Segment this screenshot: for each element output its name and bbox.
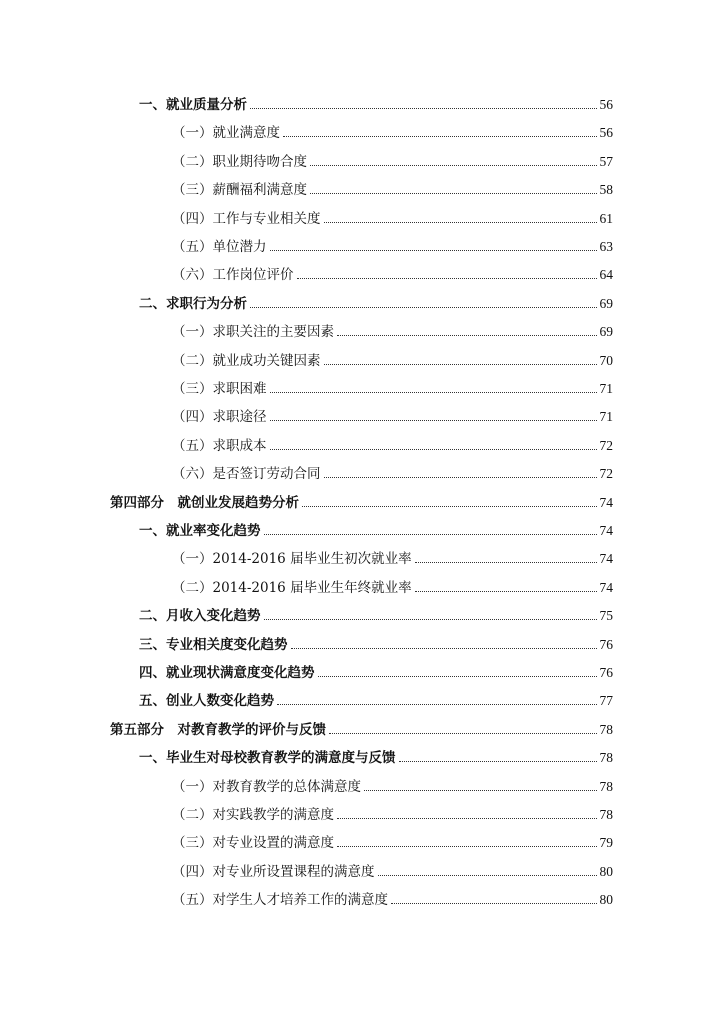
toc-dot-leader	[391, 903, 597, 904]
toc-entry[interactable]	[172, 117, 613, 141]
toc-entry-page-number: 74	[599, 494, 613, 510]
toc-entry-page-number: 63	[599, 239, 613, 254]
toc-entry[interactable]	[172, 259, 613, 283]
toc-entry-title: （四）工作与专业相关度	[172, 210, 321, 227]
toc-entry-page-number: 78	[599, 807, 613, 822]
toc-entry-page-number: 69	[599, 324, 613, 340]
toc-dot-leader	[291, 648, 597, 649]
toc-entry[interactable]	[139, 288, 613, 312]
toc-dot-leader	[250, 108, 597, 109]
toc-dot-leader	[415, 591, 597, 592]
toc-entry-page-number: 80	[599, 892, 613, 908]
toc-entry-page-number: 57	[599, 153, 613, 169]
toc-entry-title: 一、毕业生对母校教育教学的满意度与反馈	[139, 750, 396, 767]
toc-entry-page-number: 56	[599, 125, 613, 141]
toc-entry-title: （一）2014-2016 届毕业生初次就业率	[172, 551, 412, 568]
toc-entry-page-number: 80	[599, 863, 613, 879]
toc-entry-page-number: 70	[599, 352, 613, 368]
toc-entry[interactable]	[172, 316, 613, 340]
toc-entry[interactable]	[172, 799, 613, 823]
toc-entry-page-number: 71	[599, 381, 613, 396]
toc-entry-title: （一）就业满意度	[172, 125, 280, 142]
toc-dot-leader	[337, 335, 597, 336]
toc-entry-page-number: 61	[599, 210, 613, 226]
toc-entry-title: （六）是否签订劳动合同	[172, 466, 321, 483]
toc-entry[interactable]	[110, 714, 613, 738]
toc-entry-page-number: 78	[599, 750, 613, 766]
toc-dot-leader	[270, 420, 597, 421]
toc-dot-leader	[310, 165, 597, 166]
toc-dot-leader	[399, 761, 597, 762]
toc-dot-leader	[324, 477, 597, 478]
toc-dot-leader	[329, 733, 597, 734]
toc-entry-title: （三）求职困难	[172, 381, 267, 397]
toc-dot-leader	[270, 449, 597, 450]
toc-entry-title: 四、就业现状满意度变化趋势	[139, 665, 315, 681]
toc-entry-page-number: 74	[599, 579, 613, 595]
toc-dot-leader	[270, 392, 597, 393]
toc-dot-leader	[337, 846, 597, 847]
toc-entry-page-number: 78	[599, 721, 613, 737]
toc-entry-title: 五、创业人数变化趋势	[139, 693, 274, 710]
toc-entry[interactable]	[110, 487, 613, 511]
toc-entry[interactable]	[172, 203, 613, 227]
toc-entry[interactable]	[172, 856, 613, 880]
toc-dot-leader	[250, 307, 597, 308]
toc-entry-title: 二、求职行为分析	[139, 295, 247, 312]
toc-entry-title: （二）对实践教学的满意度	[172, 807, 334, 823]
toc-entry-page-number: 76	[599, 665, 613, 680]
toc-entry-title: 二、月收入变化趋势	[139, 608, 261, 625]
toc-entry[interactable]	[172, 373, 613, 397]
toc-entry-page-number: 76	[599, 636, 613, 652]
toc-entry[interactable]	[139, 742, 613, 766]
toc-entry-title: （五）对学生人才培养工作的满意度	[172, 892, 388, 909]
toc-entry[interactable]	[172, 771, 613, 795]
toc-entry-page-number: 69	[599, 295, 613, 311]
toc-dot-leader	[270, 250, 597, 251]
toc-entry[interactable]	[172, 543, 613, 567]
toc-entry[interactable]	[172, 345, 613, 369]
toc-entry-title: （六）工作岗位评价	[172, 267, 294, 284]
toc-dot-leader	[324, 364, 597, 365]
toc-dot-leader	[337, 818, 597, 819]
toc-entry-page-number: 75	[599, 608, 613, 624]
toc-entry-page-number: 71	[599, 409, 613, 425]
toc-dot-leader	[364, 790, 597, 791]
toc-entry-title: （五）求职成本	[172, 437, 267, 454]
toc-dot-leader	[264, 619, 597, 620]
toc-entry[interactable]	[172, 146, 613, 170]
toc-entry-title: （二）2014-2016 届毕业生年终就业率	[172, 579, 412, 596]
toc-dot-leader	[415, 562, 597, 563]
toc-entry-page-number: 74	[599, 551, 613, 567]
toc-entry-page-number: 79	[599, 835, 613, 851]
toc-entry[interactable]	[172, 572, 613, 596]
toc-entry-page-number: 72	[599, 437, 613, 453]
toc-dot-leader	[264, 534, 597, 535]
toc-entry-title: （五）单位潜力	[172, 239, 267, 255]
toc-entry-page-number: 64	[599, 267, 613, 283]
toc-dot-leader	[324, 222, 597, 223]
toc-entry[interactable]	[172, 827, 613, 851]
toc-entry-title: （二）职业期待吻合度	[172, 153, 307, 170]
toc-entry-title: （一）对教育教学的总体满意度	[172, 778, 361, 795]
toc-entry-page-number: 74	[599, 523, 613, 538]
toc-dot-leader	[318, 676, 597, 677]
toc-entry-title: 一、就业率变化趋势	[139, 523, 261, 539]
toc-entry-page-number: 77	[599, 693, 613, 709]
toc-dot-leader	[283, 136, 597, 137]
toc-entry[interactable]	[139, 600, 613, 624]
toc-entry-page-number: 58	[599, 182, 613, 198]
toc-entry[interactable]	[139, 657, 613, 681]
toc-entry[interactable]	[172, 430, 613, 454]
toc-entry-title: （四）求职途径	[172, 409, 267, 426]
toc-entry-title: 第五部分 对教育教学的评价与反馈	[110, 721, 326, 738]
toc-dot-leader	[277, 704, 597, 705]
toc-entry-page-number: 78	[599, 778, 613, 794]
toc-entry[interactable]	[139, 629, 613, 653]
toc-entry[interactable]	[139, 685, 613, 709]
toc-dot-leader	[378, 875, 597, 876]
toc-entry[interactable]	[172, 401, 613, 425]
toc-dot-leader	[310, 193, 597, 194]
toc-entry-page-number: 72	[599, 466, 613, 482]
toc-entry-title: 第四部分 就创业发展趋势分析	[110, 494, 299, 511]
toc-entry-title: 一、就业质量分析	[139, 97, 247, 113]
toc-entry-title: （一）求职关注的主要因素	[172, 324, 334, 341]
toc-entry-title: （四）对专业所设置课程的满意度	[172, 863, 375, 880]
toc-entry[interactable]	[172, 174, 613, 198]
toc-entry[interactable]	[172, 884, 613, 908]
toc-entry[interactable]	[139, 515, 613, 539]
toc-entry-title: 三、专业相关度变化趋势	[139, 636, 288, 653]
toc-dot-leader	[297, 278, 597, 279]
toc-entry-title: （三）薪酬福利满意度	[172, 182, 307, 199]
toc-entry[interactable]	[172, 458, 613, 482]
toc-entry[interactable]	[172, 231, 613, 255]
toc-entry-page-number: 56	[599, 97, 613, 112]
toc-entry-title: （三）对专业设置的满意度	[172, 835, 334, 852]
toc-entry-title: （二）就业成功关键因素	[172, 352, 321, 369]
toc-dot-leader	[302, 506, 597, 507]
toc-entry[interactable]	[139, 89, 613, 113]
